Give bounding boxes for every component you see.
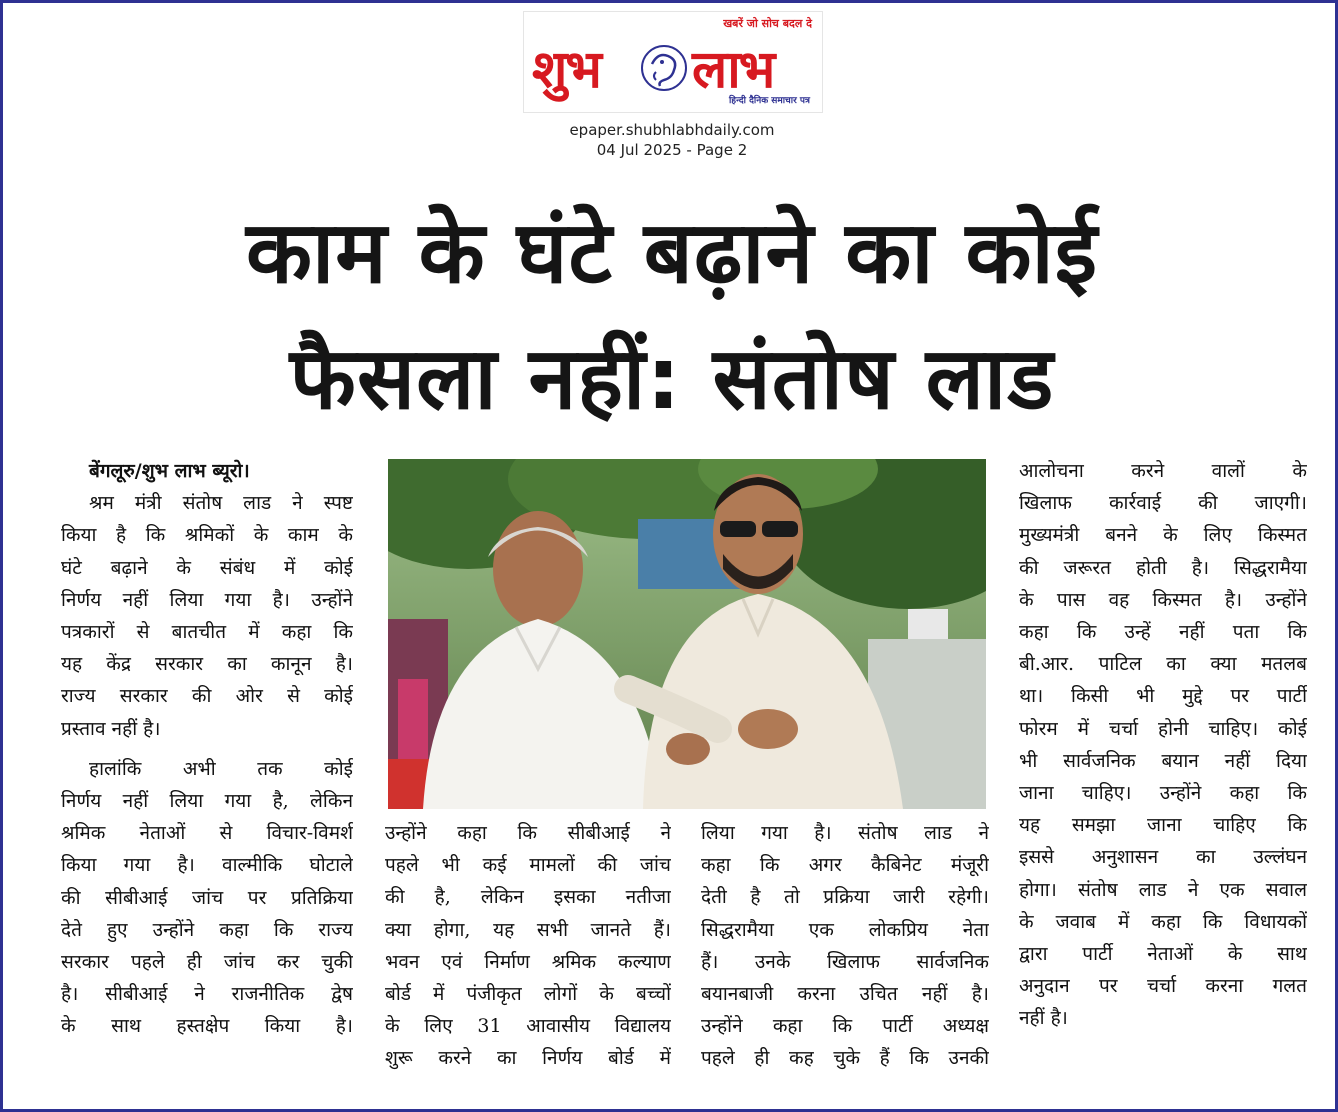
masthead-tagline: खबरें जो सोच बदल दे (723, 17, 812, 30)
body-line: नहीं है। (1019, 1007, 1068, 1030)
body-line: है। सीबीआई ने राजनीतिक द्वेष (61, 983, 353, 1006)
masthead-logo[interactable] (523, 11, 823, 113)
body-line: की सीबीआई जांच पर प्रतिक्रिया (61, 886, 353, 909)
news-photo[interactable] (388, 459, 986, 809)
headline-line-2: फैसला नहीं: संतोष लाड (289, 329, 1055, 429)
body-line: निर्णय नहीं लिया गया है। उन्होंने (61, 588, 353, 611)
body-line: पहले ही कह चुके हैं कि उनकी (701, 1047, 989, 1070)
body-line: प्रस्ताव नहीं है। (61, 717, 161, 740)
source-url: epaper.shubhlabhdaily.com (569, 121, 775, 139)
body-line: क्या होगा, यह सभी जानते हैं। (385, 918, 671, 941)
body-line: फोरम में चर्चा होनी चाहिए। कोई (1019, 717, 1307, 740)
body-line: लिया गया है। संतोष लाड ने (701, 822, 989, 844)
body-line: यह केंद्र सरकार का कानून है। (61, 653, 353, 676)
body-line: के साथ हस्तक्षेप किया है। (61, 1015, 353, 1038)
article-column-4 (1019, 455, 1307, 1105)
body-line: यह समझा जाना चाहिए कि (1019, 814, 1307, 837)
body-line: बयानबाजी करना उचित नहीं है। (701, 983, 989, 1006)
body-line: श्रम मंत्री संतोष लाड ने स्पष्ट (89, 492, 353, 515)
masthead-subtitle: हिन्दी दैनिक समाचार पत्र (728, 96, 810, 106)
body-line: अनुदान पर चर्चा करना गलत (1019, 975, 1307, 998)
headline-line-1: काम के घंटे बढ़ाने का कोई (245, 203, 1099, 303)
body-line: कहा कि उन्हें नहीं पता कि (1019, 621, 1307, 644)
body-line: के पास वह किस्मत है। उन्होंने (1019, 588, 1307, 611)
body-line: इससे अनुशासन का उल्लंघन (1019, 846, 1307, 869)
news-photo-image (388, 459, 986, 809)
body-line: के जवाब में कहा कि विधायकों (1019, 910, 1307, 933)
body-line: कहा कि अगर कैबिनेट मंजूरी (701, 854, 989, 877)
body-line: देती है तो प्रक्रिया जारी रहेगी। (701, 886, 989, 909)
body-line: पहले भी कई मामलों की जांच (385, 854, 671, 877)
body-line: शुरू करने का निर्णय बोर्ड में (385, 1047, 671, 1070)
article-column-3 (701, 817, 989, 1107)
body-line: द्वारा पार्टी नेताओं के साथ (1019, 943, 1307, 966)
body-line: सरकार पहले ही जांच कर चुकी (61, 951, 353, 974)
body-line: बोर्ड में पंजीकृत लोगों के बच्चों (385, 983, 671, 1006)
ganesha-icon (638, 42, 690, 94)
body-line: जाना चाहिए। उन्होंने कहा कि (1019, 782, 1307, 805)
body-line: किया है कि श्रमिकों के काम के (61, 524, 353, 547)
article-column-1 (61, 455, 353, 1105)
masthead-name-right: लाभ (692, 39, 774, 100)
body-line: सिद्धरामैया एक लोकप्रिय नेता (701, 918, 989, 941)
body-line: भी सार्वजनिक बयान नहीं दिया (1019, 749, 1307, 772)
body-line: श्रमिक नेताओं से विचार-विमर्श (61, 822, 353, 845)
masthead-name-left: शुभ (532, 39, 600, 100)
body-line: देते हुए उन्होंने कहा कि राज्य (61, 918, 353, 941)
body-line: पत्रकारों से बातचीत में कहा कि (61, 621, 353, 644)
body-line: हालांकि अभी तक कोई (89, 757, 353, 780)
body-line: आलोचना करने वालों के (1019, 460, 1307, 482)
article-column-2 (385, 817, 671, 1107)
body-line: होगा। संतोष लाड ने एक सवाल (1019, 878, 1307, 901)
body-line: उन्होंने कहा कि सीबीआई ने (385, 822, 671, 844)
body-line: घंटे बढ़ाने के संबंध में कोई (61, 556, 353, 579)
body-line: खिलाफ कार्रवाई की जाएगी। (1019, 492, 1307, 515)
body-line: की है, लेकिन इसका नतीजा (385, 886, 671, 909)
article-dateline: बेंगलूरु/शुभ लाभ ब्यूरो। (89, 460, 250, 482)
body-line: के लिए 31 आवासीय विद्यालय (385, 1015, 671, 1038)
body-line: मुख्यमंत्री बनने के लिए किस्मत (1019, 524, 1307, 547)
body-line: किया गया है। वाल्मीकि घोटाले (61, 854, 353, 877)
source-date-page: 04 Jul 2025 - Page 2 (596, 141, 748, 159)
body-line: बी.आर. पाटिल का क्या मतलब (1019, 653, 1307, 676)
body-line: उन्होंने कहा कि पार्टी अध्यक्ष (701, 1015, 989, 1038)
body-line: राज्य सरकार की ओर से कोई (61, 685, 353, 708)
body-line: भवन एवं निर्माण श्रमिक कल्याण (385, 950, 671, 973)
body-line: निर्णय नहीं लिया गया है, लेकिन (61, 790, 353, 813)
body-line: हैं। उनके खिलाफ सार्वजनिक (701, 950, 989, 973)
body-line: था। किसी भी मुद्दे पर पार्टी (1019, 685, 1307, 708)
body-line: की जरूरत होती है। सिद्धरामैया (1019, 556, 1307, 579)
